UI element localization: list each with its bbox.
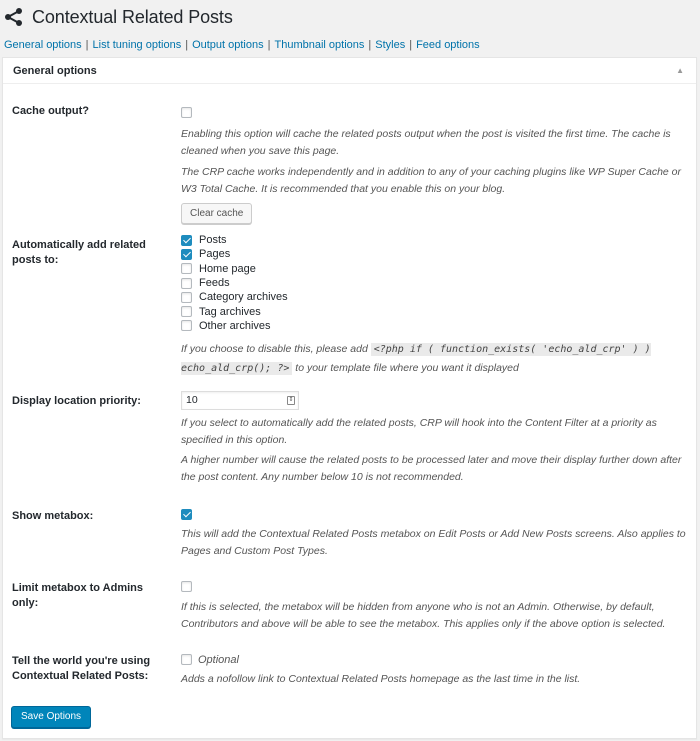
page-title: Contextual Related Posts — [32, 6, 233, 27]
auto-add-option-label: Other archives — [199, 319, 271, 332]
auto-add-option[interactable] — [181, 290, 686, 304]
cache-output-desc-2: The CRP cache works independently and in addition to any of your caching plugins like WP Super Cache or W3 Total Cache. It is recommended that you enable this on your blog. — [181, 166, 682, 195]
subnav-link-general[interactable]: General options — [4, 39, 82, 51]
subnav-link-thumbnail[interactable]: Thumbnail options — [274, 39, 365, 51]
auto-add-desc: If you choose to disable this, please add <?php if ( function_exists( 'echo_ald_crp' ) ) echo_ald_crp(); ?> to your template file where you want it displayed — [181, 343, 651, 375]
cache-output-desc: Enabling this option will cache the related posts output when the post is visited the first time. The cache is cleaned when you save this page. — [181, 128, 671, 157]
priority-desc: If you select to automatically add the related posts, CRP will hook into the Content Filter at a priority as specified in this option. — [181, 417, 657, 446]
general-options-postbox — [2, 57, 697, 739]
auto-add-option-label: Home page — [199, 262, 256, 275]
auto-add-option-label: Posts — [199, 234, 227, 247]
auto-add-option[interactable] — [181, 276, 686, 290]
auto-add-option-label: Category archives — [199, 291, 288, 304]
spinner-icon[interactable]: ⇕ — [288, 397, 294, 403]
auto-add-checkbox[interactable] — [181, 278, 192, 289]
save-options-button[interactable]: Save Options — [11, 706, 91, 728]
cache-output-checkbox[interactable] — [181, 107, 192, 118]
priority-desc-2: A higher number will cause the related posts to be processed later and move their display further down after the post content. Any number below 10 is not recommended. — [181, 454, 682, 483]
auto-add-option[interactable] — [181, 233, 686, 247]
auto-add-checkbox-list — [181, 233, 686, 333]
template-code-snippet: <?php if ( function_exists( 'echo_ald_crp' ) ) echo_ald_crp(); ?> — [181, 344, 651, 375]
collapse-toggle-icon[interactable]: ▲ — [676, 66, 684, 75]
auto-add-option[interactable] — [181, 262, 686, 276]
postbox-title: General options — [13, 64, 97, 77]
auto-add-checkbox[interactable] — [181, 306, 192, 317]
postbox-header[interactable] — [3, 58, 696, 84]
priority-input[interactable]: 10 ⇕ — [181, 391, 299, 410]
auto-add-option[interactable] — [181, 247, 686, 261]
tell-world-checkbox[interactable] — [181, 654, 192, 665]
show-metabox-desc: This will add the Contextual Related Posts metabox on Edit Posts or Add New Posts screens. Also applies to Pages and Custom Post Types. — [181, 528, 686, 557]
auto-add-checkbox[interactable] — [181, 292, 192, 303]
auto-add-checkbox[interactable] — [181, 263, 192, 274]
show-metabox-checkbox[interactable] — [181, 509, 192, 520]
auto-add-checkbox[interactable] — [181, 249, 192, 260]
clear-cache-button[interactable]: Clear cache — [181, 203, 252, 224]
auto-add-option[interactable] — [181, 304, 686, 318]
tell-world-label: Tell the world you're using Contextual Related Posts: — [12, 655, 151, 682]
auto-add-option[interactable] — [181, 319, 686, 333]
subnav-link-styles[interactable]: Styles — [375, 39, 406, 51]
cache-output-label: Cache output? — [12, 105, 89, 117]
page-header — [4, 4, 233, 30]
auto-add-label: Automatically add related posts to: — [12, 239, 146, 266]
limit-metabox-label: Limit metabox to Admins only: — [12, 582, 143, 609]
auto-add-option-label: Feeds — [199, 277, 230, 290]
optional-label: Optional — [198, 653, 239, 666]
subnav-link-output[interactable]: Output options — [192, 39, 264, 51]
limit-metabox-checkbox[interactable] — [181, 581, 192, 592]
auto-add-checkbox[interactable] — [181, 320, 192, 331]
limit-metabox-desc: If this is selected, the metabox will be hidden from anyone who is not an Admin. Otherwise, by default, Contributors and above will be able to see the metabox. This applies only if the above option is selected. — [181, 601, 666, 630]
priority-label: Display location priority: — [12, 395, 141, 407]
tell-world-desc: Adds a nofollow link to Contextual Related Posts homepage as the last time in the list. — [181, 673, 581, 685]
auto-add-option-label: Pages — [199, 248, 231, 261]
subnav-link-feed[interactable]: Feed options — [416, 39, 480, 51]
auto-add-checkbox[interactable] — [181, 235, 192, 246]
auto-add-option-label: Tag archives — [199, 305, 261, 318]
share-icon — [4, 7, 24, 27]
subnav-link-list-tuning[interactable]: List tuning options — [92, 39, 182, 51]
show-metabox-label: Show metabox: — [12, 510, 94, 522]
options-subnav: General options | List tuning options | Output options | Thumbnail options | Styles | Feed options — [4, 39, 480, 51]
